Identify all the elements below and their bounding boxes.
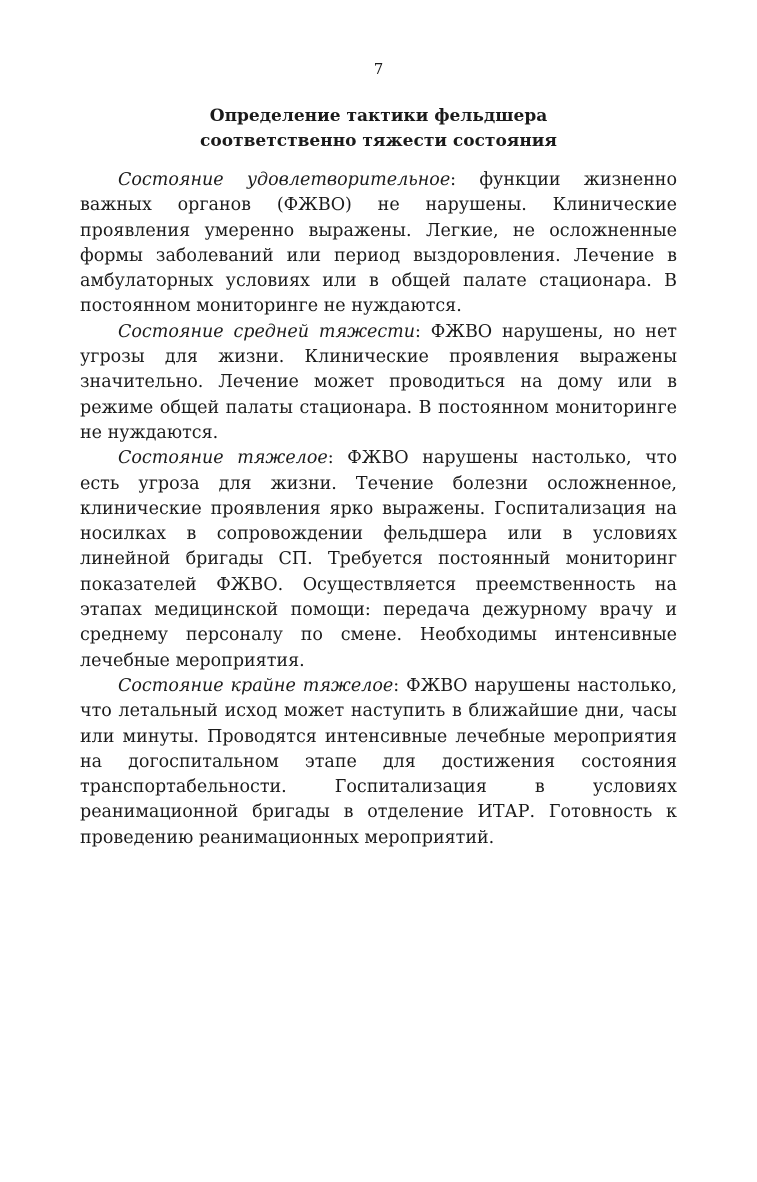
- paragraph-moderate: [80, 320, 677, 446]
- paragraph-text: : ФЖВО нарушены настолько, что летальный исход может наступить в ближайшие дни, часы или минуты. Проводятся интенсивные лечебные мероприятия на догоспитальном этапе для достижения состояния транспортабельности. Госпитализация в условиях реанимационной бригады в отделение ИТАР. Готовность к проведению реанимационных мероприятий.: [80, 675, 677, 848]
- paragraph-lead: Состояние средней тяжести: [118, 321, 416, 342]
- paragraph-lead: Состояние тяжелое: [118, 448, 328, 469]
- paragraph-critical: [80, 674, 677, 851]
- section-heading: [80, 104, 677, 154]
- page-number: 7: [373, 60, 384, 78]
- paragraph-lead: Состояние крайне тяжелое: [118, 675, 394, 696]
- paragraph-text: : ФЖВО нарушены, но нет угрозы для жизни. Клинические проявления выражены значительно. Лечение может проводиться на дому или в режиме общей палаты стационара. В постоянном мониторинге не нуждаются.: [80, 321, 677, 443]
- paragraph-severe: [80, 446, 677, 674]
- paragraph-satisfactory: [80, 168, 677, 320]
- body-text: [80, 168, 677, 851]
- paragraph-lead: Состояние удовлетворительное: [118, 170, 451, 190]
- heading-line-2: соответственно тяжести состояния: [200, 131, 557, 151]
- paragraph-text: : ФЖВО нарушены настолько, что есть угроза для жизни. Течение болезни осложненное, клинические проявления ярко выражены. Госпитализация на носилках в сопровождении фельдшера или в условиях линейной бригады СП. Требуется постоянный мониторинг показателей ФЖВО. Осуществляется преемственность на этапах медицинской помощи: передача дежурному врачу и среднему персоналу по смене. Необходимы интенсивные лечебные мероприятия.: [80, 448, 677, 671]
- paragraph-text: : функции жизненно важных органов (ФЖВО) не нарушены. Клинические проявления умеренно выражены. Легкие, не осложненные формы заболеваний или период выздоровления. Лечение в амбулаторных условиях или в общей палате стационара. В постоянном мониторинге не нуждаются.: [80, 170, 677, 317]
- heading-line-1: Определение тактики фельдшера: [209, 106, 548, 126]
